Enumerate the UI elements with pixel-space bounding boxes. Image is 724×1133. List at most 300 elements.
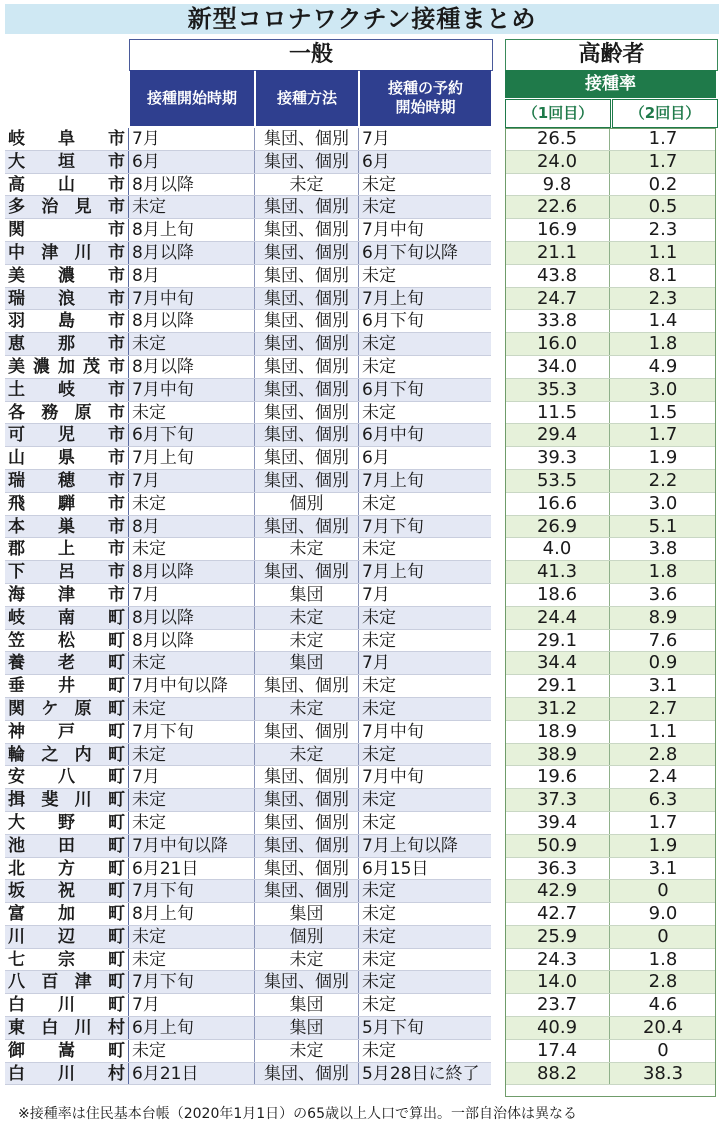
table-row: [5, 288, 491, 311]
vaccination-method: 集団、個別: [255, 128, 359, 150]
dose1-rate: 25.9: [505, 926, 610, 948]
vaccination-method: 集団: [255, 903, 359, 925]
reservation-start: 7月上旬以降: [362, 835, 458, 856]
municipality-name: 山県市: [5, 447, 129, 469]
reservation-start: 6月: [362, 448, 390, 469]
start-period: 未定: [129, 698, 255, 720]
rate-row: [505, 652, 716, 675]
vaccination-method: 集団、個別: [255, 424, 359, 446]
dose1-header: （1回目）: [505, 99, 611, 128]
table-row: [5, 516, 491, 539]
vaccination-method: 集団、個別: [255, 1063, 359, 1085]
dose1-rate: 26.5: [505, 128, 610, 150]
municipality-name: 白川町: [5, 994, 129, 1016]
start-period: 8月以降: [129, 174, 255, 196]
reservation-start: 7月上旬: [362, 288, 424, 309]
reservation-start: 7月上旬: [362, 562, 424, 583]
municipality-name: 岐阜市: [5, 128, 129, 150]
reservation-start: 未定: [362, 904, 396, 925]
table-row: [5, 607, 491, 630]
rate-row: [505, 698, 716, 721]
table-row: [5, 470, 491, 493]
dose2-rate: 2.8: [648, 743, 678, 765]
dose2-rate: 1.8: [648, 333, 678, 355]
rate-row: [505, 196, 716, 219]
reservation-start: 未定: [362, 812, 396, 833]
table-row: [5, 356, 491, 379]
vaccination-method: 個別: [255, 493, 359, 515]
municipality-name: 郡上市: [5, 538, 129, 560]
table-row: [5, 219, 491, 242]
table-row: [5, 584, 491, 607]
reservation-start: 未定: [362, 744, 396, 765]
rate-row: [505, 310, 716, 333]
rate-row: [505, 1063, 716, 1086]
dose1-rate: 18.6: [505, 584, 610, 606]
rate-row: [505, 1017, 716, 1040]
reservation-start: 未定: [362, 790, 396, 811]
vaccination-method: 集団: [255, 994, 359, 1016]
vaccination-method: 集団、個別: [255, 196, 359, 218]
rate-row: [505, 789, 716, 812]
municipality-name: 本巣市: [5, 516, 129, 538]
table-row: [5, 196, 491, 219]
dose2-rate: 20.4: [642, 1017, 684, 1039]
vaccination-method: 未定: [255, 698, 359, 720]
dose1-rate: 37.3: [505, 789, 610, 811]
dose1-rate: 41.3: [505, 561, 610, 583]
reservation-start: 未定: [362, 174, 396, 195]
table-row: [5, 1017, 491, 1040]
dose1-rate: 9.8: [505, 174, 610, 196]
table-row: [5, 128, 491, 151]
table-row: [5, 903, 491, 926]
dose2-rate: 8.1: [648, 264, 678, 286]
col-header-start: 接種開始時期: [130, 70, 254, 126]
municipality-name: 大野町: [5, 812, 129, 834]
reservation-start: 7月: [362, 129, 390, 149]
dose2-rate: 2.3: [648, 287, 678, 309]
rate-row: [505, 379, 716, 402]
dose1-rate: 22.6: [505, 196, 610, 218]
start-period: 7月: [129, 128, 255, 150]
rate-row: [505, 675, 716, 698]
table-row: [5, 949, 491, 972]
dose1-rate: 14.0: [505, 971, 610, 993]
reservation-start: 未定: [362, 1040, 396, 1061]
table-row: [5, 994, 491, 1017]
rate-row: [505, 356, 716, 379]
dose2-rate: 8.9: [648, 606, 678, 628]
dose1-rate: 19.6: [505, 766, 610, 788]
vaccination-method: 個別: [255, 926, 359, 948]
dose2-rate: 9.0: [648, 903, 678, 925]
dose2-rate: 3.0: [648, 492, 678, 514]
dose1-rate: 53.5: [505, 470, 610, 492]
municipality-name: 美濃加茂市: [5, 356, 129, 378]
start-period: 8月以降: [129, 561, 255, 583]
dose1-rate: 24.0: [505, 151, 610, 173]
municipality-name: 垂井町: [5, 675, 129, 697]
start-period: 7月: [129, 994, 255, 1016]
dose1-rate: 26.9: [505, 516, 610, 538]
vaccination-method: 未定: [255, 538, 359, 560]
dose1-rate: 40.9: [505, 1017, 610, 1039]
vaccination-method: 集団、個別: [255, 812, 359, 834]
dose1-rate: 50.9: [505, 835, 610, 857]
dose1-rate: 16.0: [505, 333, 610, 355]
vaccination-method: 未定: [255, 174, 359, 196]
municipality-name: 笠松町: [5, 630, 129, 652]
reservation-start: 未定: [362, 265, 396, 286]
start-period: 7月下旬: [129, 721, 255, 743]
dose2-rate: 3.0: [648, 378, 678, 400]
table-row: [5, 538, 491, 561]
municipality-name: 富加町: [5, 903, 129, 925]
municipality-name: 白川村: [5, 1063, 129, 1085]
table-row: [5, 402, 491, 425]
municipality-name: 東白川村: [5, 1017, 129, 1039]
start-period: 未定: [129, 333, 255, 355]
municipality-name: 高山市: [5, 174, 129, 196]
dose1-rate: 4.0: [505, 538, 610, 560]
municipality-name: 各務原市: [5, 402, 129, 424]
rate-row: [505, 561, 716, 584]
municipality-name: 土岐市: [5, 379, 129, 401]
dose2-rate: 1.1: [648, 241, 678, 263]
vaccination-method: 集団、個別: [255, 356, 359, 378]
start-period: 7月中旬以降: [129, 675, 255, 697]
dose2-rate: 3.1: [648, 675, 678, 697]
reservation-start: 7月下旬: [362, 516, 424, 537]
vaccination-method: 集団、個別: [255, 789, 359, 811]
table-row: [5, 789, 491, 812]
reservation-start: 未定: [362, 493, 396, 514]
footnote: ※接種率は住民基本台帳（2020年1月1日）の65歳以上人口で算出。一部自治体は異なる: [18, 1106, 577, 1122]
vaccination-method: 集団、個別: [255, 516, 359, 538]
dose2-rate: 4.9: [648, 355, 678, 377]
vaccination-method: 集団、個別: [255, 402, 359, 424]
vaccination-method: 集団: [255, 1017, 359, 1039]
rate-row: [505, 493, 716, 516]
dose2-rate: 6.3: [648, 789, 678, 811]
col-header-reserve: 接種の予約 開始時期: [360, 70, 491, 126]
vaccination-method: 集団、個別: [255, 858, 359, 880]
vaccination-method: 集団、個別: [255, 971, 359, 993]
vaccination-method: 集団、個別: [255, 379, 359, 401]
table-row: [5, 812, 491, 835]
start-period: 未定: [129, 493, 255, 515]
reservation-start: 6月中旬: [362, 425, 424, 446]
rate-row: [505, 333, 716, 356]
municipality-name: 関ケ原町: [5, 698, 129, 720]
dose2-rate: 38.3: [642, 1062, 684, 1084]
municipality-name: 神戸町: [5, 721, 129, 743]
vaccination-method: 未定: [255, 630, 359, 652]
municipality-name: 御嵩町: [5, 1040, 129, 1062]
reservation-start: 未定: [362, 676, 396, 697]
reservation-start: 5月28日に終了: [362, 1063, 480, 1084]
start-period: 未定: [129, 538, 255, 560]
reservation-start: 未定: [362, 949, 396, 970]
vaccination-method: 集団: [255, 584, 359, 606]
dose2-rate: 1.7: [648, 811, 678, 833]
rate-row: [505, 744, 716, 767]
start-period: 未定: [129, 196, 255, 218]
dose1-rate: 88.2: [505, 1063, 610, 1085]
reservation-start: 6月下旬以降: [362, 242, 458, 263]
reservation-start: 未定: [362, 926, 396, 947]
reservation-start: 7月上旬: [362, 470, 424, 491]
dose2-rate: 1.7: [648, 150, 678, 172]
rate-row: [505, 128, 716, 151]
table-row: [5, 561, 491, 584]
reservation-start: 未定: [362, 197, 396, 218]
dose2-rate: 3.6: [648, 583, 678, 605]
start-period: 未定: [129, 812, 255, 834]
dose1-rate: 38.9: [505, 744, 610, 766]
start-period: 未定: [129, 926, 255, 948]
reservation-start: 7月中旬: [362, 220, 424, 241]
dose2-rate: 0: [657, 880, 669, 902]
reservation-start: 6月: [362, 151, 390, 172]
start-period: 7月下旬: [129, 971, 255, 993]
reservation-start: 未定: [362, 698, 396, 719]
vaccination-method: 集団、個別: [255, 447, 359, 469]
dose2-rate: 1.9: [648, 447, 678, 469]
rate-row: [505, 971, 716, 994]
municipality-name: 羽島市: [5, 310, 129, 332]
vaccination-method: 集団、個別: [255, 675, 359, 697]
table-row: [5, 698, 491, 721]
dose1-rate: 23.7: [505, 994, 610, 1016]
rate-row: [505, 265, 716, 288]
reservation-start: 7月中旬: [362, 767, 424, 788]
rate-row: [505, 151, 716, 174]
start-period: 7月下旬: [129, 880, 255, 902]
dose1-rate: 34.4: [505, 652, 610, 674]
vaccination-method: 集団、個別: [255, 561, 359, 583]
rate-row: [505, 1040, 716, 1063]
dose2-rate: 2.7: [648, 697, 678, 719]
municipality-name: 多治見市: [5, 196, 129, 218]
municipality-name: 美濃市: [5, 265, 129, 287]
dose2-rate: 1.7: [648, 424, 678, 446]
start-period: 6月: [129, 151, 255, 173]
rate-row: [505, 242, 716, 265]
dose1-rate: 17.4: [505, 1040, 610, 1062]
municipality-name: 瑞浪市: [5, 288, 129, 310]
municipality-name: 輪之内町: [5, 744, 129, 766]
dose2-rate: 0.2: [648, 173, 678, 195]
municipality-name: 海津市: [5, 584, 129, 606]
dose1-rate: 35.3: [505, 379, 610, 401]
start-period: 未定: [129, 402, 255, 424]
table-row: [5, 971, 491, 994]
reservation-start: 未定: [362, 995, 396, 1016]
start-period: 7月中旬: [129, 288, 255, 310]
municipality-name: 川辺町: [5, 926, 129, 948]
table-row: [5, 835, 491, 858]
dose2-rate: 2.2: [648, 469, 678, 491]
start-period: 8月上旬: [129, 903, 255, 925]
rate-row: [505, 424, 716, 447]
reservation-start: 未定: [362, 607, 396, 628]
start-period: 8月上旬: [129, 219, 255, 241]
start-period: 8月: [129, 516, 255, 538]
reservation-start: 未定: [362, 402, 396, 423]
dose1-rate: 42.9: [505, 880, 610, 902]
reservation-start: 未定: [362, 334, 396, 355]
table-row: [5, 174, 491, 197]
dose1-rate: 43.8: [505, 265, 610, 287]
start-period: 7月: [129, 766, 255, 788]
table-row: [5, 1063, 491, 1086]
dose1-rate: 34.0: [505, 356, 610, 378]
rate-row: [505, 858, 716, 881]
rate-row: [505, 880, 716, 903]
municipality-name: 大垣市: [5, 151, 129, 173]
table-row: [5, 333, 491, 356]
start-period: 7月中旬: [129, 379, 255, 401]
vaccination-method: 集団、個別: [255, 265, 359, 287]
vaccination-method: 未定: [255, 949, 359, 971]
dose2-rate: 5.1: [648, 515, 678, 537]
vaccination-method: 集団、個別: [255, 242, 359, 264]
vaccination-method: 集団、個別: [255, 880, 359, 902]
dose2-rate: 0.5: [648, 196, 678, 218]
dose1-rate: 31.2: [505, 698, 610, 720]
dose2-rate: 0: [657, 925, 669, 947]
rate-row: [505, 721, 716, 744]
vaccination-method: 集団、個別: [255, 721, 359, 743]
table-row: [5, 630, 491, 653]
municipality-name: 安八町: [5, 766, 129, 788]
dose2-rate: 7.6: [648, 629, 678, 651]
start-period: 7月上旬: [129, 447, 255, 469]
vaccination-method: 未定: [255, 607, 359, 629]
start-period: 未定: [129, 652, 255, 674]
rate-row: [505, 538, 716, 561]
dose1-rate: 29.1: [505, 630, 610, 652]
table-row: [5, 926, 491, 949]
elderly-header: 高齢者: [505, 39, 718, 71]
dose1-rate: 33.8: [505, 310, 610, 332]
rate-row: [505, 994, 716, 1017]
municipality-name: 中津川市: [5, 242, 129, 264]
table-row: [5, 675, 491, 698]
col-header-method: 接種方法: [256, 70, 358, 126]
table-row: [5, 424, 491, 447]
table-row: [5, 379, 491, 402]
vaccination-method: 集団、個別: [255, 151, 359, 173]
rate-row: [505, 630, 716, 653]
reservation-start: 未定: [362, 630, 396, 651]
vaccination-method: 未定: [255, 1040, 359, 1062]
municipality-name: 池田町: [5, 835, 129, 857]
dose1-rate: 29.4: [505, 424, 610, 446]
start-period: 6月下旬: [129, 424, 255, 446]
municipality-name: 七宗町: [5, 949, 129, 971]
rate-header: 接種率: [505, 70, 716, 98]
vaccination-method: 集団: [255, 652, 359, 674]
dose1-rate: 16.6: [505, 493, 610, 515]
dose1-rate: 24.3: [505, 949, 610, 971]
dose1-rate: 16.9: [505, 219, 610, 241]
table-row: [5, 447, 491, 470]
start-period: 7月: [129, 584, 255, 606]
rate-row: [505, 812, 716, 835]
reservation-start: 未定: [362, 972, 396, 993]
municipality-name: 北方町: [5, 858, 129, 880]
municipality-name: 坂祝町: [5, 880, 129, 902]
reservation-start: 5月下旬: [362, 1018, 424, 1039]
dose1-rate: 24.4: [505, 607, 610, 629]
dose1-rate: 24.7: [505, 288, 610, 310]
rate-row: [505, 288, 716, 311]
start-period: 6月21日: [129, 858, 255, 880]
municipality-table: [5, 128, 491, 1085]
vaccination-method: 集団、個別: [255, 219, 359, 241]
table-row: [5, 880, 491, 903]
municipality-name: 下呂市: [5, 561, 129, 583]
start-period: 8月以降: [129, 310, 255, 332]
dose2-rate: 1.4: [648, 310, 678, 332]
table-row: [5, 151, 491, 174]
vaccination-method: 集団、個別: [255, 766, 359, 788]
dose2-rate: 1.8: [648, 948, 678, 970]
vaccination-method: 未定: [255, 744, 359, 766]
dose2-rate: 1.5: [648, 401, 678, 423]
table-row: [5, 310, 491, 333]
rate-row: [505, 402, 716, 425]
vaccination-method: 集団、個別: [255, 333, 359, 355]
start-period: 7月: [129, 470, 255, 492]
start-period: 8月以降: [129, 356, 255, 378]
dose2-rate: 1.7: [648, 128, 678, 149]
dose2-rate: 2.3: [648, 219, 678, 241]
dose1-rate: 39.4: [505, 812, 610, 834]
reservation-start: 7月: [362, 584, 390, 605]
table-row: [5, 652, 491, 675]
municipality-name: 瑞穂市: [5, 470, 129, 492]
reservation-start: 未定: [362, 881, 396, 902]
rate-row: [505, 949, 716, 972]
dose2-rate: 1.9: [648, 834, 678, 856]
dose2-rate: 0: [657, 1039, 669, 1061]
rate-row: [505, 926, 716, 949]
dose1-rate: 11.5: [505, 402, 610, 424]
page-title: 新型コロナワクチン接種まとめ: [5, 4, 719, 34]
table-row: [5, 858, 491, 881]
start-period: 7月中旬以降: [129, 835, 255, 857]
rate-row: [505, 903, 716, 926]
start-period: 未定: [129, 744, 255, 766]
dose1-rate: 39.3: [505, 447, 610, 469]
start-period: 8月以降: [129, 630, 255, 652]
table-row: [5, 242, 491, 265]
rate-row: [505, 219, 716, 242]
rate-row: [505, 766, 716, 789]
municipality-name: 飛騨市: [5, 493, 129, 515]
table-row: [5, 1040, 491, 1063]
municipality-name: 可児市: [5, 424, 129, 446]
dose1-rate: 18.9: [505, 721, 610, 743]
dose2-rate: 4.6: [648, 994, 678, 1016]
rate-row: [505, 174, 716, 197]
start-period: 6月21日: [129, 1063, 255, 1085]
dose1-rate: 36.3: [505, 858, 610, 880]
